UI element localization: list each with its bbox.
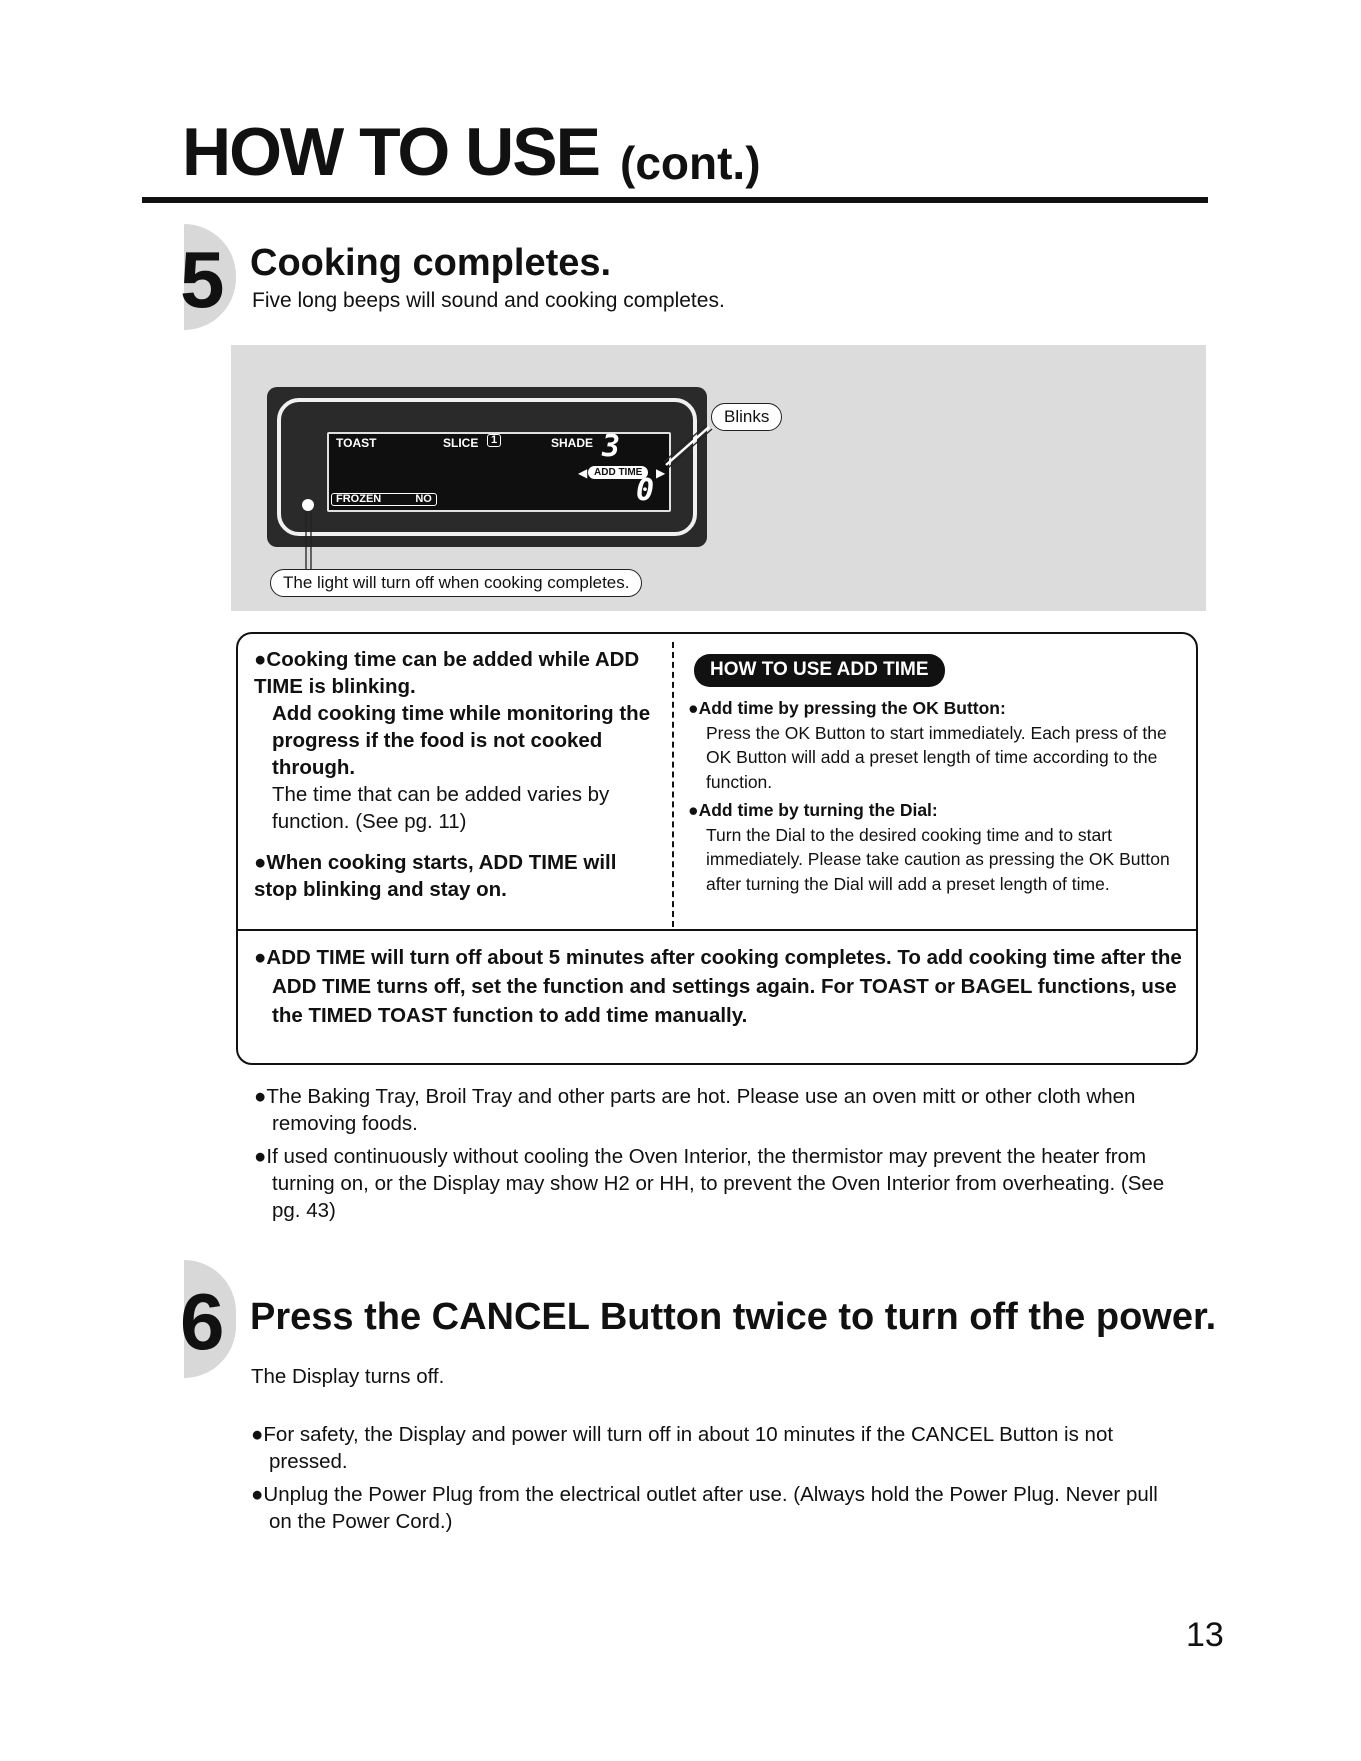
page-number: 13 <box>1186 1616 1224 1654</box>
note-text: ADD TIME will turn off about 5 minutes after cooking completes. To add cooking time after the ADD TIME turns off, set the function and settings again. For TOAST or BAGEL functions, use the TIMED TOAST function to add time manually. <box>266 946 1182 1027</box>
lcd-time-value: 0 <box>636 473 655 508</box>
step-5-heading: Cooking completes. <box>250 242 612 284</box>
note-text: Cooking time can be added while ADD TIME is blinking. <box>254 648 640 698</box>
howto-add-time-list <box>688 696 1188 896</box>
note-monitor-progress: Add cooking time while monitoring the progress if the food is not cooked through. <box>272 702 651 779</box>
note-stop-blinking: ●When cooking starts, ADD TIME will stop blinking and stay on. <box>254 851 617 901</box>
note-text: For safety, the Display and power will turn off in about 10 minutes if the CANCEL Button is not pressed. <box>263 1423 1114 1473</box>
lcd-add-time-indicator: ADD TIME <box>588 466 648 479</box>
info-column-divider <box>672 642 674 927</box>
howto-dial-text: Turn the Dial to the desired cooking time and to start immediately. Please take caution as pressing the OK Button after turning the Dial will add a preset length of time. <box>706 824 1170 894</box>
lcd-toast: TOAST <box>336 436 377 450</box>
step-5-subtitle: Five long beeps will sound and cooking completes. <box>252 289 725 312</box>
howto-dial-heading: ●Add time by turning the Dial: <box>688 800 938 820</box>
note-text: Unplug the Power Plug from the electrical outlet after use. (Always hold the Power Plug. Never pull on the Power Cord.) <box>263 1483 1158 1533</box>
note-time-varies: The time that can be added varies by function. (See pg. 11) <box>272 783 610 833</box>
step-5-number: 5 <box>180 235 223 324</box>
howto-heading-text: Add time by pressing the OK Button: <box>698 698 1006 718</box>
lcd-frozen-value: NO <box>415 493 432 505</box>
step-6-heading: Press the CANCEL Button twice to turn off the power. <box>250 1296 1217 1338</box>
note-thermistor: ●If used continuously without cooling the Oven Interior, the thermistor may prevent the heater from turning on, or the Display may show H2 or HH, to prevent the Oven Interior from overheating. (See pg. 43) <box>254 1145 1165 1222</box>
note-auto-off: ●For safety, the Display and power will turn off in about 10 minutes if the CANCEL Button is not pressed. <box>251 1423 1114 1473</box>
callout-light: The light will turn off when cooking completes. <box>270 569 642 597</box>
blink-arrow-right-icon: ▶ <box>656 466 666 480</box>
lcd-shade: SHADE <box>551 436 594 450</box>
step-6-subtitle: The Display turns off. <box>251 1365 445 1388</box>
blink-arrow-left-icon: ◀ <box>578 466 588 480</box>
lcd-shade-value: 3 <box>602 429 621 464</box>
add-time-notes <box>254 646 664 903</box>
note-text: The Baking Tray, Broil Tray and other parts are hot. Please use an oven mitt or other cloth when removing foods. <box>266 1085 1136 1135</box>
blinks-leader <box>668 429 712 468</box>
page-title-cont: (cont.) <box>620 137 761 189</box>
step-5-notes <box>254 1083 1184 1230</box>
blinks-leader-2 <box>664 425 706 462</box>
note-text: When cooking starts, ADD TIME will stop blinking and stay on. <box>254 851 617 901</box>
blinks-leader-white <box>666 427 709 465</box>
info-row-divider <box>236 929 1198 931</box>
howto-add-time-badge: HOW TO USE ADD TIME <box>694 654 945 687</box>
howto-heading-text: Add time by turning the Dial: <box>698 800 938 820</box>
callout-blinks: Blinks <box>711 403 782 431</box>
howto-ok-button-text: Press the OK Button to start immediately. Each press of the OK Button will add a preset length of time according to the function. <box>706 722 1167 792</box>
step-6-number: 6 <box>180 1277 223 1366</box>
page-title: HOW TO USE <box>182 114 599 190</box>
note-unplug: ●Unplug the Power Plug from the electrical outlet after use. (Always hold the Power Plug. Never pull on the Power Cord.) <box>251 1483 1158 1533</box>
lcd-slice: SLICE <box>443 436 479 450</box>
add-time-turnoff-note: ●ADD TIME will turn off about 5 minutes after cooking completes. To add cooking time after the ADD TIME turns off, set the function and settings again. For TOAST or BAGEL functions, use the TIMED TOAST function to add time manually. <box>254 946 1182 1027</box>
step-6-notes <box>251 1421 1181 1541</box>
note-hot-parts: ●The Baking Tray, Broil Tray and other parts are hot. Please use an oven mitt or other cloth when removing foods. <box>254 1085 1136 1135</box>
lcd-slice-value: 1 <box>487 434 501 447</box>
howto-ok-button-heading: ●Add time by pressing the OK Button: <box>688 698 1006 718</box>
lcd-frozen: FROZEN <box>336 493 382 505</box>
note-add-time-blinking: ●Cooking time can be added while ADD TIME is blinking. <box>254 648 640 698</box>
note-text: If used continuously without cooling the Oven Interior, the thermistor may prevent the heater from turning on, or the Display may show H2 or HH, to prevent the Oven Interior from overheating. (See pg. 43) <box>266 1145 1165 1222</box>
